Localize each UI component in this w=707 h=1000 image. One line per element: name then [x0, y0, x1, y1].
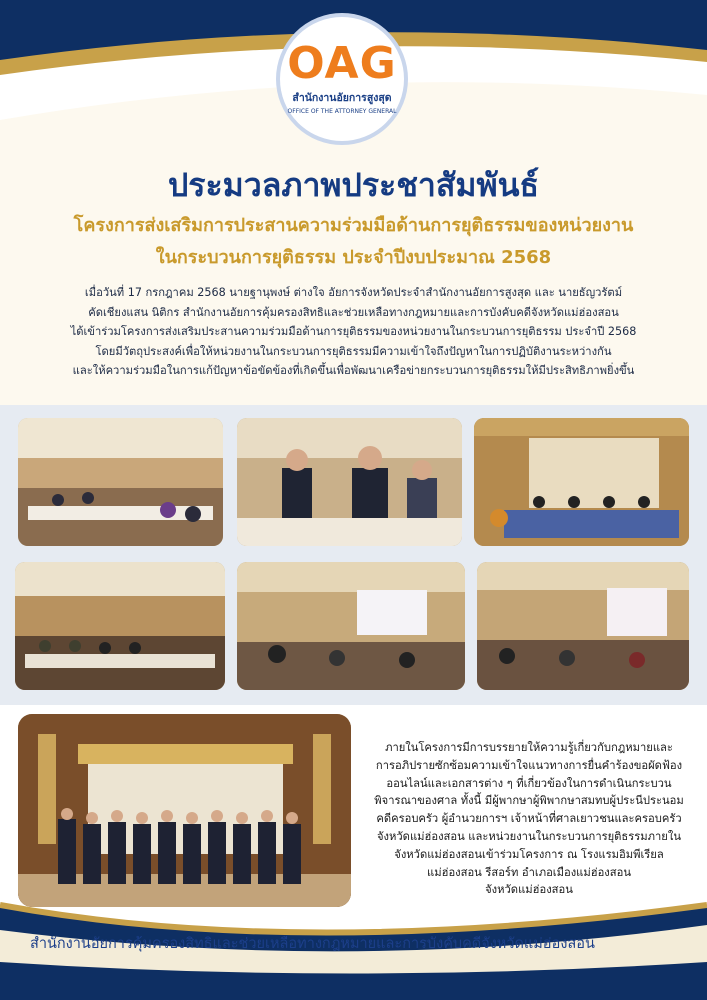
description-line: จังหวัดแม่ฮ่องสอน — [485, 883, 573, 897]
description-line: พิจารณาของศาล ทั้งนี้ มีผู้พากษาผู้พิพากษาสมทบผู้ประนีประนอม — [374, 794, 684, 808]
oag-logo — [276, 13, 408, 145]
event-photo-projection — [237, 562, 465, 690]
intro-line: โดยมีวัตถุประสงค์เพื่อให้หน่วยงานในกระบวนการยุติธรรมมีความเข้าใจถึงปัญหาในการปฏิบัติงานระหว่างกัน — [95, 344, 612, 358]
event-photo-conference-room — [18, 418, 223, 546]
logo-name-th: สำนักงานอัยการสูงสุด — [292, 92, 392, 104]
description-line: ออนไลน์และเอกสารต่าง ๆ ที่เกี่ยวข้องในการดำเนินกระบวน — [386, 776, 672, 790]
description-line: คดีครอบครัว ผู้อำนวยการฯ เจ้าหน้าที่ศาลเยาวชนและครอบครัว — [376, 812, 682, 826]
event-photo-lecture — [477, 562, 689, 690]
intro-line: ได้เข้าร่วมโครงการส่งเสริมประสานความร่วมมือด้านการยุติธรรมของหน่วยงานในกระบวนการยุติธรรม ประจำปี 2568 — [70, 325, 637, 338]
description-line: จังหวัดแม่ฮ่องสอน และหน่วยงานในกระบวนการยุติธรรมภายใน — [377, 829, 681, 843]
event-photo-group — [18, 714, 351, 907]
description-line: ภายในโครงการมีการบรรยายให้ความรู้เกี่ยวกับกฎหมายและ — [385, 741, 673, 754]
subtitle-line-1: โครงการส่งเสริมการประสานความร่วมมือด้านการยุติธรรมของหน่วยงาน — [73, 215, 634, 236]
description-line: แม่ฮ่องสอน รีสอร์ท อำเภอเมืองแม่ฮ่องสอน — [427, 865, 631, 879]
event-photo-participants — [237, 418, 462, 546]
footer-office-name: สำนักงานอัยการคุ้มครองสิทธิและช่วยเหลือทางกฎหมายและการบังคับคดีจังหวัดแม่ฮ่องสอน — [30, 936, 595, 952]
event-photo-head-table — [474, 418, 689, 546]
intro-paragraph — [20, 283, 687, 381]
intro-line: คัดเชียงแสน นิติกร สำนักงานอัยการคุ้มครองสิทธิและช่วยเหลือทางกฎหมายและการบังคับคดีจังหวัดแม่ฮ่องสอน — [88, 305, 619, 319]
page-title: ประมวลภาพประชาสัมพันธ์ — [167, 166, 539, 204]
description-line: จังหวัดแม่ฮ่องสอนเข้าร่วมโครงการ ณ โรงแรมอิมพีเรียล — [394, 847, 664, 861]
logo-mark: OAG — [287, 38, 397, 89]
intro-line: และให้ความร่วมมือในการแก้ปัญหาข้อขัดข้องที่เกิดขึ้นเพื่อพัฒนาเครือข่ายกระบวนการยุติธรรมให้มีประสิทธิภาพยิ่งขึ้น — [72, 364, 635, 377]
description-line: การอภิปรายซักซ้อมความเข้าใจแนวทางการยื่นคำร้องขอผัดฟ้อง — [375, 758, 683, 772]
event-photo-audience — [15, 562, 225, 690]
intro-line: เมื่อวันที่ 17 กรกฎาคม 2568 นายฐานุพงษ์ ต่างใจ อัยการจังหวัดประจำสำนักงานอัยการสูงสุด และ นายธัญวรัตม์ — [84, 286, 623, 299]
subtitle-line-2: ในกระบวนการยุติธรรม ประจำปีงบประมาณ 2568 — [155, 247, 552, 268]
logo-name-en: OFFICE OF THE ATTORNEY GENERAL — [287, 108, 397, 115]
event-description — [370, 739, 688, 899]
